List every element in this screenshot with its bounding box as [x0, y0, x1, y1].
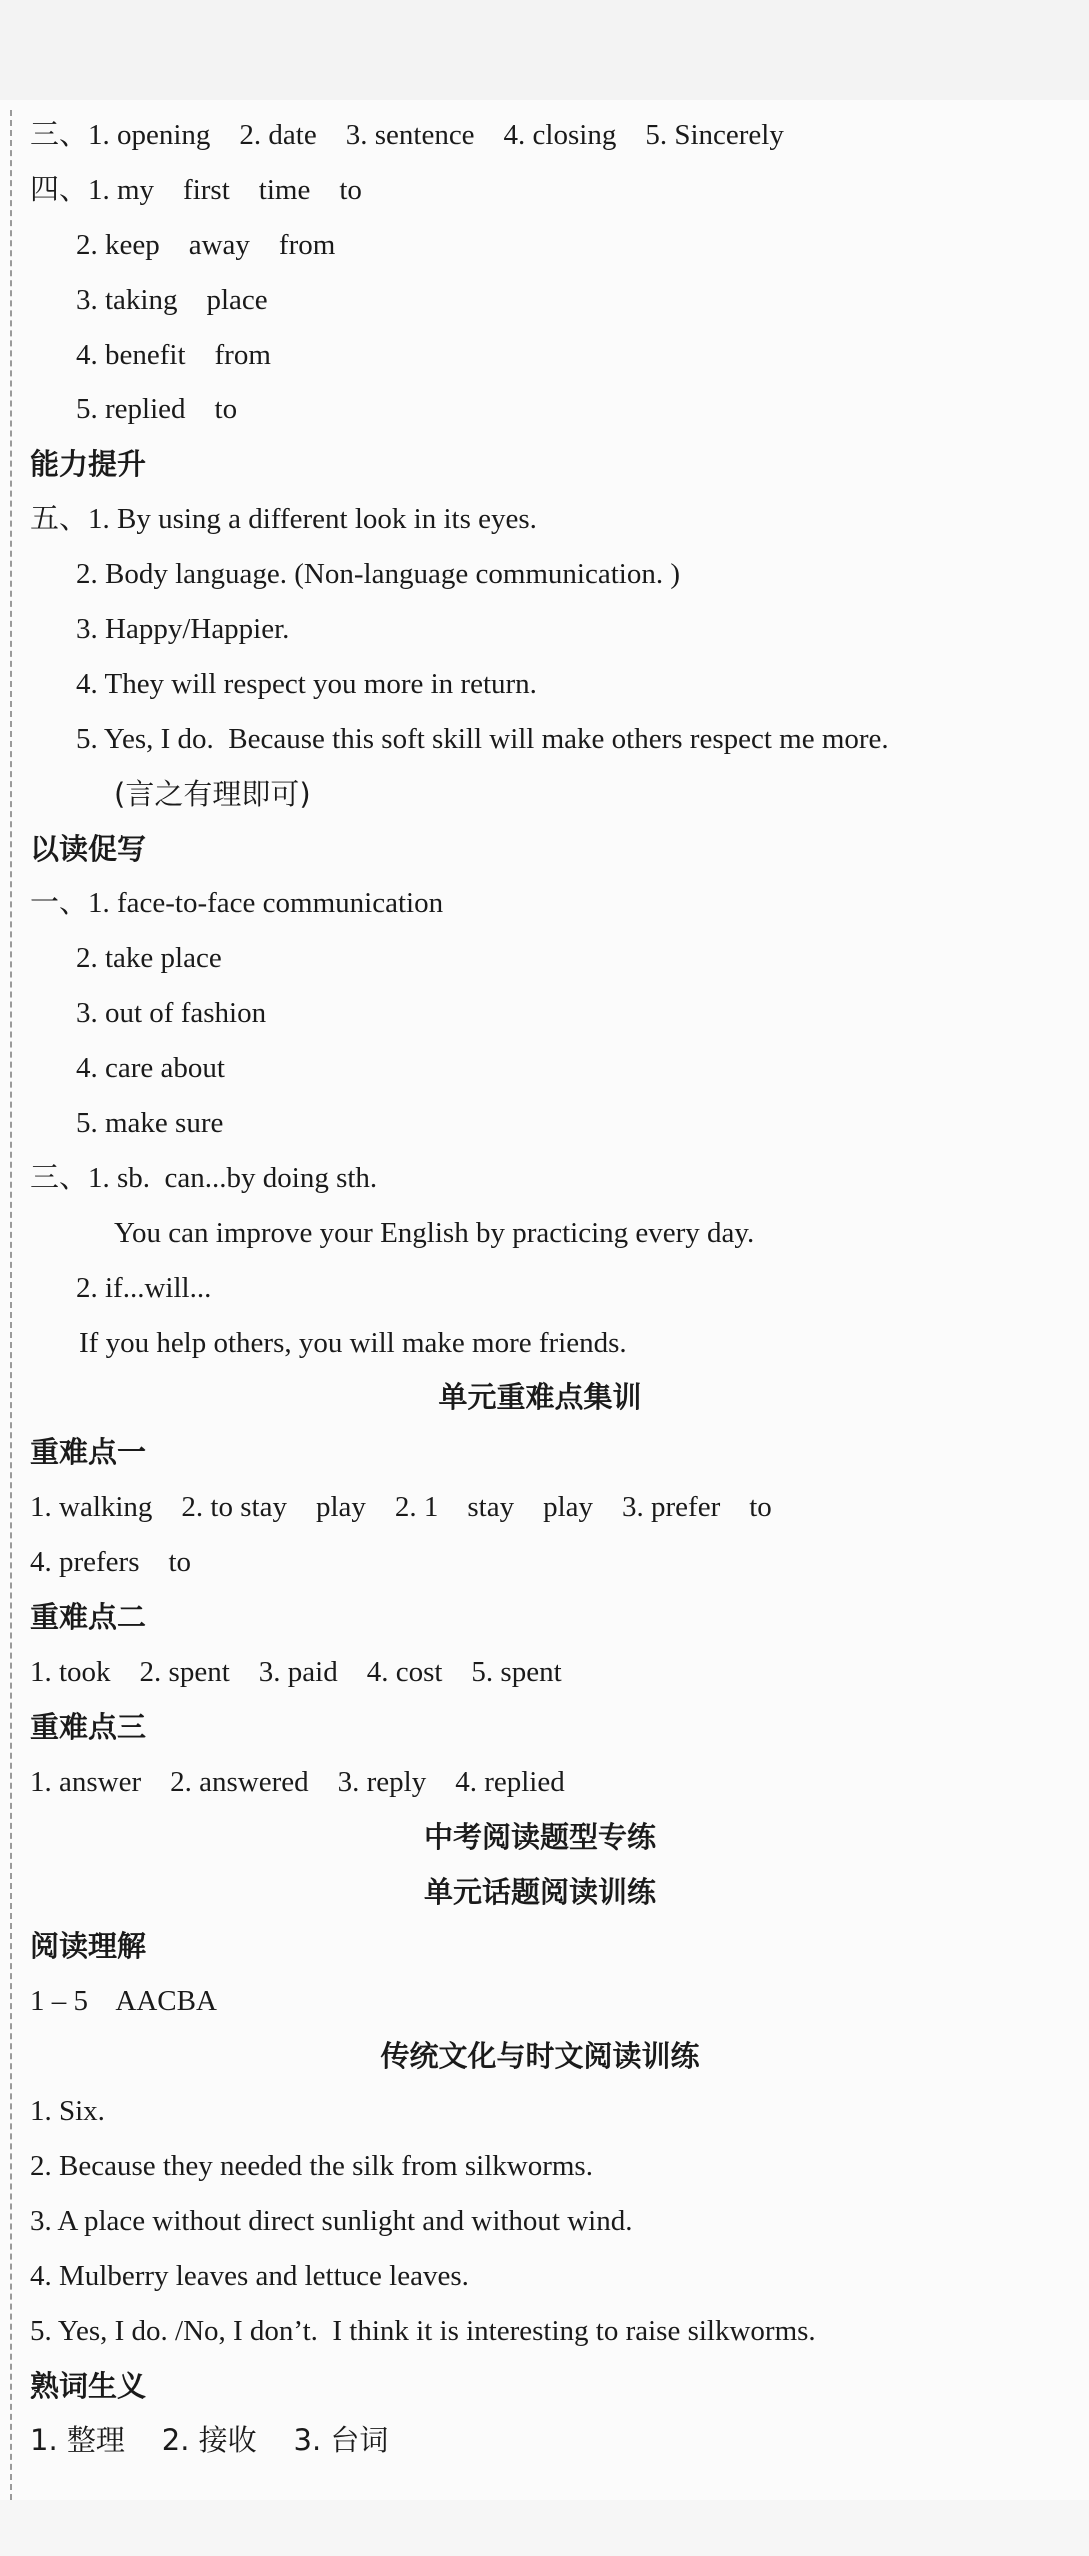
answer-line: 1. Six. [30, 2095, 105, 2128]
answer-line: 4. prefers to [30, 1546, 192, 1579]
answer-line: 2. if...will... [76, 1271, 212, 1304]
answer-page [30, 108, 1050, 2468]
answer-line: 5. replied to [76, 393, 238, 426]
answer-line: 2. Body language. (Non-language communication. ) [76, 558, 681, 591]
answer-line: 四、1. my first time to [30, 173, 362, 206]
answer-line: 3. A place without direct sunlight and without wind. [30, 2204, 633, 2237]
section-heading: 熟词生义 [30, 2368, 147, 2403]
answer-line: 1. took 2. spent 3. paid 4. cost 5. spent [30, 1655, 562, 1688]
answer-line: 2. keep away from [76, 228, 336, 261]
section-heading: 以读促写 [30, 831, 147, 866]
binding-dashed-line [10, 110, 12, 2510]
chapter-title: 单元话题阅读训练 [423, 1874, 656, 1909]
bottom-margin [0, 2500, 1089, 2556]
answer-line: 5. Yes, I do. /No, I don’t. I think it is interesting to raise silkworms. [30, 2314, 816, 2347]
answer-line: 3. Happy/Happier. [76, 613, 290, 646]
top-margin [0, 0, 1089, 100]
section-heading: 阅读理解 [30, 1929, 147, 1964]
section-heading: 能力提升 [30, 447, 147, 482]
answer-line: 一、1. face-to-face communication [30, 887, 444, 920]
answer-line: 4. benefit from [76, 338, 271, 371]
answer-line: 1. answer 2. answered 3. reply 4. replied [30, 1765, 565, 1798]
answer-line: 2. take place [76, 942, 222, 975]
section-heading: 重难点二 [30, 1600, 147, 1635]
chapter-title: 单元重难点集训 [438, 1380, 642, 1415]
answer-line: 1. walking 2. to stay play 2. 1 stay play 3. prefer to [30, 1491, 772, 1524]
section-heading: 重难点一 [30, 1435, 147, 1470]
answer-line: 4. They will respect you more in return. [76, 667, 537, 700]
answer-line: 4. care about [76, 1052, 225, 1085]
answer-line: 3. out of fashion [76, 997, 267, 1030]
answer-line: 4. Mulberry leaves and lettuce leaves. [30, 2259, 469, 2292]
answer-line: 3. taking place [76, 283, 268, 316]
answer-line: 1. 整理 2. 接收 3. 台词 [30, 2423, 389, 2458]
answer-line: You can improve your English by practicing every day. [114, 1216, 755, 1249]
answer-line: 2. Because they needed the silk from silkworms. [30, 2149, 593, 2182]
answer-note: (言之有理即可) [114, 776, 311, 811]
answer-line: 五、1. By using a different look in its eyes. [30, 503, 537, 536]
answer-line: 5. Yes, I do. Because this soft skill will make others respect me more. [76, 722, 889, 755]
section-heading: 重难点三 [30, 1709, 147, 1744]
chapter-title: 传统文化与时文阅读训练 [380, 2039, 700, 2074]
answer-line: If you help others, you will make more friends. [79, 1326, 627, 1359]
answer-line: 三、1. sb. can...by doing sth. [30, 1161, 378, 1194]
answer-line: 5. make sure [76, 1107, 224, 1140]
chapter-title: 中考阅读题型专练 [423, 1819, 656, 1854]
answer-line: 三、1. opening 2. date 3. sentence 4. closing 5. Sincerely [30, 119, 784, 151]
answer-line: 1 – 5 AACBA [30, 1985, 217, 2018]
